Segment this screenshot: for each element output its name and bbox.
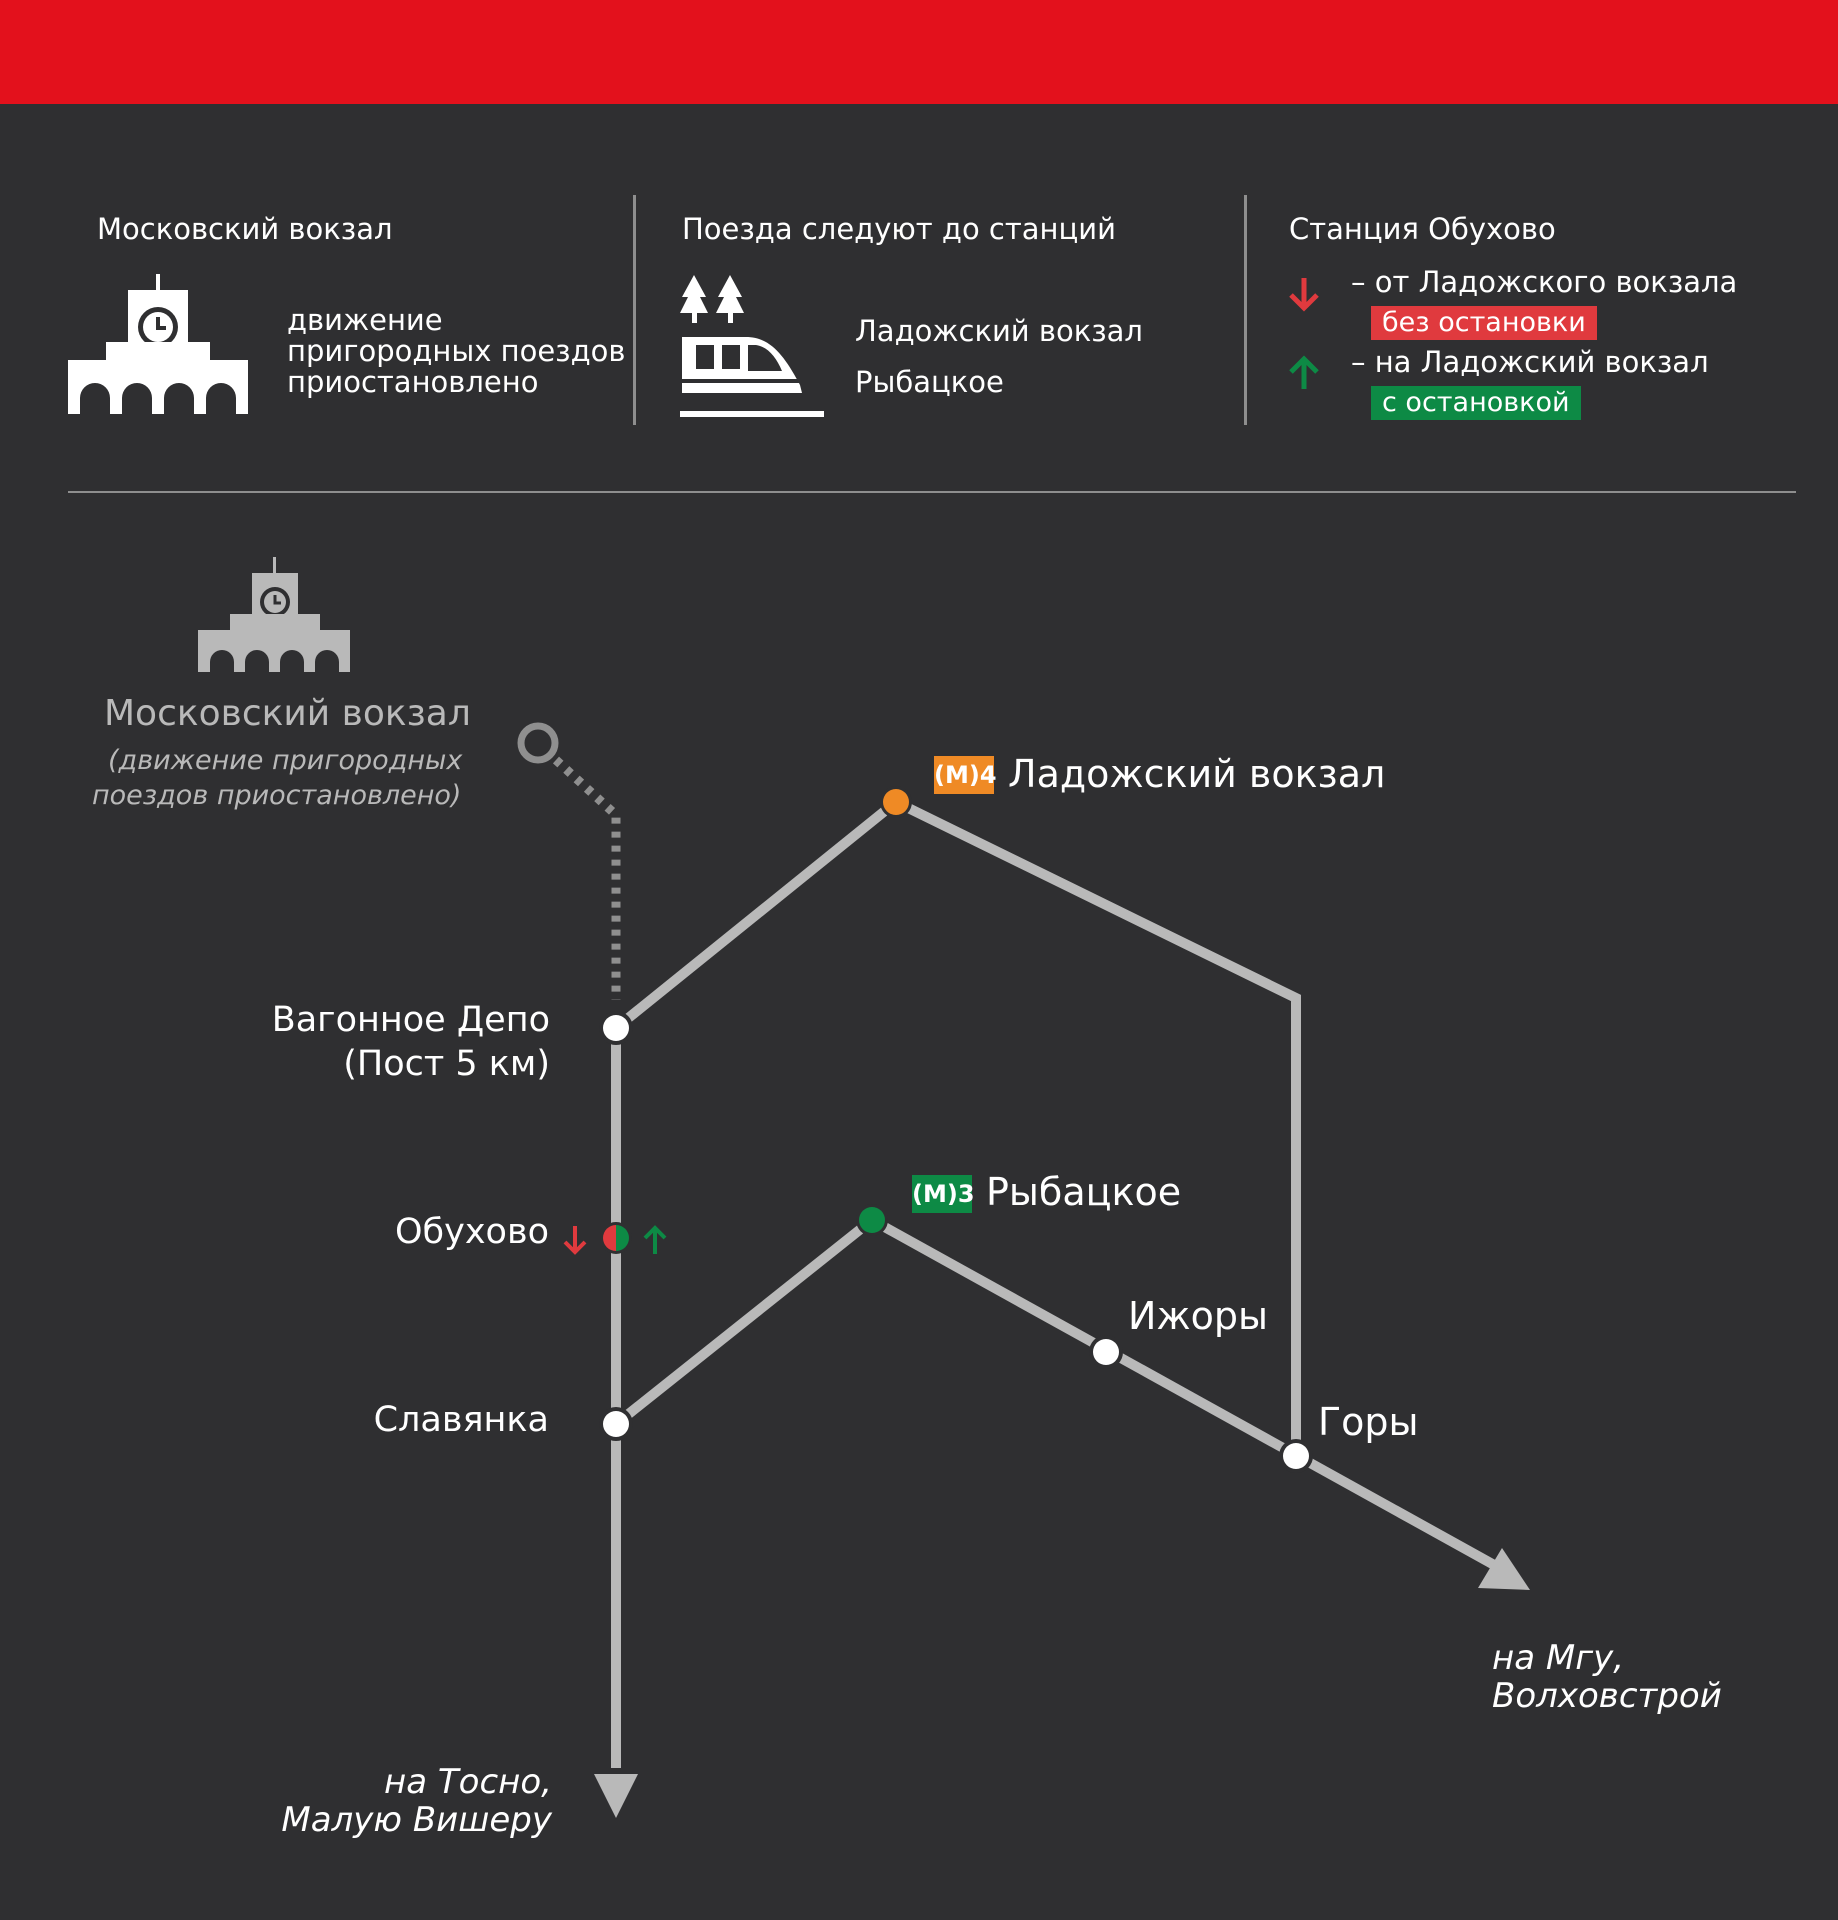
track-vagonnoe-ladozhsky	[616, 802, 896, 1028]
label-slavyanka: Славянка	[373, 1400, 549, 1440]
station-gory-marker	[1279, 1439, 1313, 1473]
label-gory: Горы	[1318, 1400, 1419, 1444]
east-direction-arrow	[1478, 1548, 1530, 1590]
label-rybatskoe: Рыбацкое	[986, 1170, 1182, 1214]
obukhovo-up-arrow-icon	[645, 1228, 665, 1254]
station-vagonnoe-marker	[599, 1011, 633, 1045]
moscow-station-suspended-marker	[521, 726, 555, 760]
label-vagonnoe-line2: (Пост 5 км)	[343, 1044, 550, 1084]
map-moscow-note-line1: (движение пригородных	[108, 745, 463, 776]
legend-moscow-line1: движение	[287, 303, 443, 337]
legend-trains-title: Поезда следуют до станций	[682, 212, 1116, 246]
legend-moscow-title: Московский вокзал	[97, 212, 393, 246]
label-vagonnoe-line1: Вагонное Депо	[271, 1000, 550, 1040]
legend-moscow-line3: приостановлено	[287, 365, 539, 399]
label-ladozhsky: Ладожский вокзал	[1008, 752, 1386, 796]
metro-line-3-badge	[912, 1175, 975, 1213]
dest-east-line1: на Мгу,	[1492, 1638, 1624, 1678]
station-obukhovo-marker	[600, 1222, 632, 1254]
metro-icon: (M)	[912, 1180, 958, 1208]
legend-up-text: – на Ладожский вокзал	[1351, 345, 1709, 379]
map-moscow-note-line2: поездов приостановлено)	[92, 780, 462, 811]
dest-south-line2: Малую Вишеру	[281, 1800, 552, 1840]
station-ladozhsky-marker	[880, 786, 912, 818]
dest-east-line2: Волховстрой	[1492, 1676, 1722, 1716]
dest-south-line1: на Тосно,	[384, 1762, 552, 1802]
station-slavyanka-marker	[599, 1407, 633, 1441]
map-moscow-title: Московский вокзал	[104, 693, 471, 734]
with-stop-badge: с остановкой	[1371, 386, 1581, 420]
station-izhory-marker	[1089, 1335, 1123, 1369]
legend-obukhovo-title: Станция Обухово	[1289, 212, 1556, 246]
legend-down-text: – от Ладожского вокзала	[1351, 265, 1738, 299]
metro-line-number: 4	[979, 761, 997, 789]
metro-icon: (M)	[934, 761, 980, 789]
track-rybatskoe-east	[872, 1220, 1496, 1566]
metro-line-number: 3	[957, 1180, 975, 1208]
station-building-grey-icon	[198, 557, 350, 672]
label-obukhovo: Обухово	[394, 1212, 549, 1252]
south-direction-arrow	[594, 1774, 638, 1818]
station-rybatskoe-marker	[856, 1204, 888, 1236]
legend-trains-station1: Ладожский вокзал	[855, 314, 1143, 348]
label-izhory: Ижоры	[1128, 1294, 1269, 1338]
legend-moscow-line2: пригородных поездов	[287, 334, 626, 368]
track-suspended-dotted	[556, 760, 616, 1000]
metro-line-4-badge	[934, 756, 997, 794]
no-stop-badge: без остановки	[1371, 306, 1597, 340]
legend-trains-station2: Рыбацкое	[855, 365, 1004, 399]
obukhovo-down-arrow-icon	[565, 1226, 585, 1252]
